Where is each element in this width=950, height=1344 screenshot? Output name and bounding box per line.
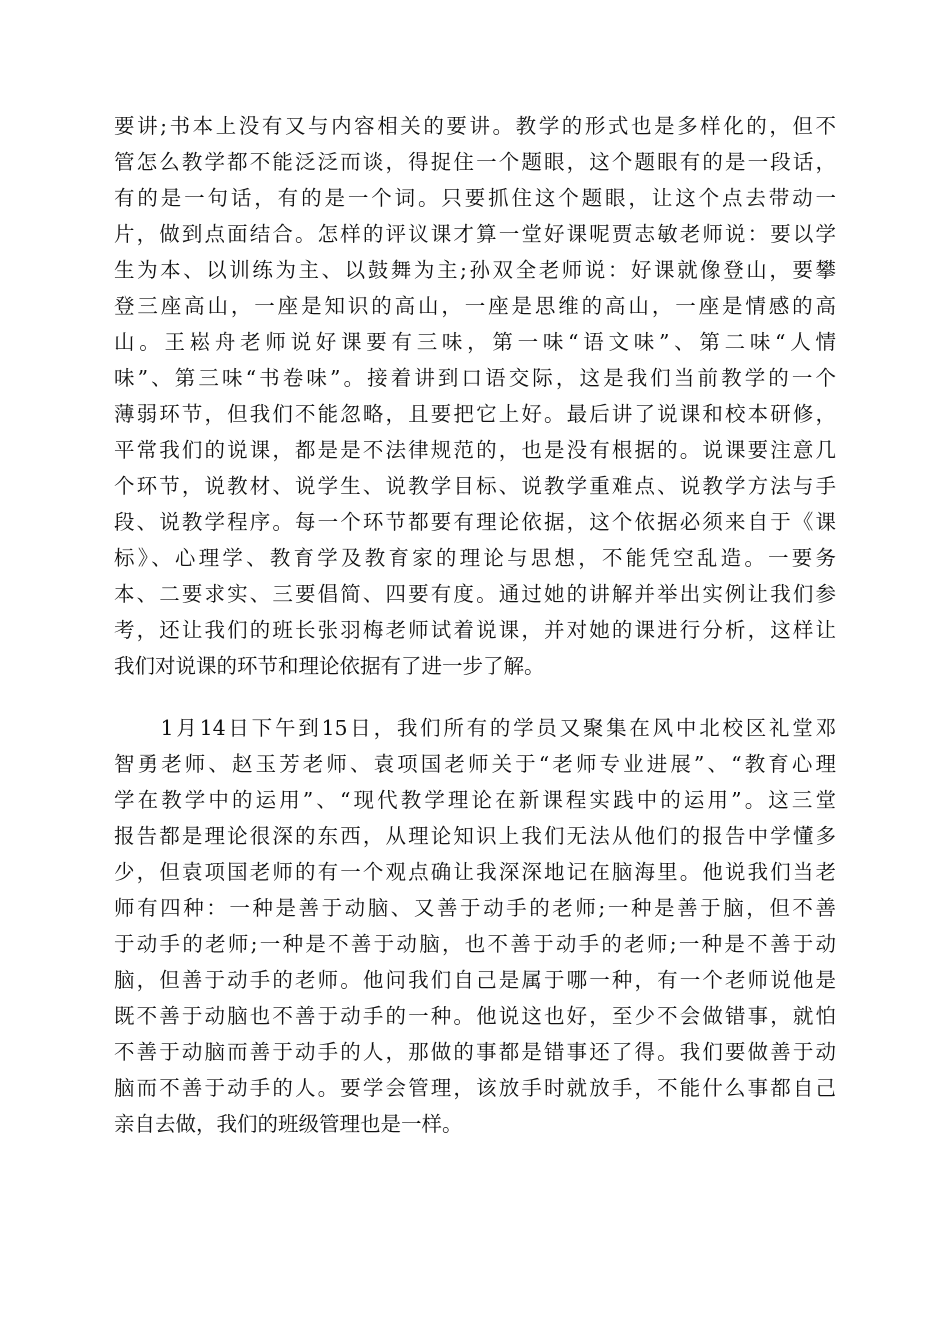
text-line: 师有四种：一种是善于动脑、又善于动手的老师;一种是善于脑，但不善 (114, 896, 836, 920)
text-line: 本、二要求实、三要倡简、四要有度。通过她的讲解并举出实例让我们参 (114, 582, 836, 606)
text-line: 脑，但善于动手的老师。他问我们自己是属于哪一种，有一个老师说他是 (114, 968, 836, 992)
text-line: 生为本、以训练为主、以鼓舞为主;孙双全老师说：好课就像登山，要攀 (114, 258, 836, 282)
text-line: 个环节，说教材、说学生、说教学目标、说教学重难点、说教学方法与手 (114, 474, 836, 498)
text-line: 学在教学中的运用”、“现代教学理论在新课程实践中的运用”。这三堂 (114, 788, 836, 812)
paragraph-spacer (114, 684, 836, 710)
text-line: 于动手的老师;一种是不善于动脑，也不善于动手的老师;一种是不善于动 (114, 932, 836, 956)
document-body (114, 108, 836, 1142)
text-line: 平常我们的说课，都是是不法律规范的，也是没有根据的。说课要注意几 (114, 438, 836, 462)
text-line: 标》、心理学、教育学及教育家的理论与思想，不能凭空乱造。一要务 (114, 546, 836, 570)
text-line: 智勇老师、赵玉芳老师、袁项国老师关于“老师专业进展”、“教育心理 (114, 752, 836, 776)
text-line: 1月14日下午到15日，我们所有的学员又聚集在风中北校区礼堂邓 (114, 716, 836, 740)
text-line: 考，还让我们的班长张羽梅老师试着说课，并对她的课进行分析，这样让 (114, 618, 836, 642)
text-line: 既不善于动脑也不善于动手的一种。他说这也好，至少不会做错事，就怕 (114, 1004, 836, 1028)
text-line: 要讲;书本上没有又与内容相关的要讲。教学的形式也是多样化的，但不 (114, 114, 836, 138)
text-line: 报告都是理论很深的东西，从理论知识上我们无法从他们的报告中学懂多 (114, 824, 836, 848)
text-line: 片，做到点面结合。怎样的评议课才算一堂好课呢贾志敏老师说：要以学 (114, 222, 836, 246)
text-line: 段、说教学程序。每一个环节都要有理论依据，这个依据必须来自于《课 (114, 510, 836, 534)
text-line: 有的是一句话，有的是一个词。只要抓住这个题眼，让这个点去带动一 (114, 186, 836, 210)
text-line: 脑而不善于动手的人。要学会管理，该放手时就放手，不能什么事都自己 (114, 1076, 836, 1100)
text-line: 亲自去做，我们的班级管理也是一样。 (114, 1112, 463, 1136)
text-line: 薄弱环节，但我们不能忽略，且要把它上好。最后讲了说课和校本研修， (114, 402, 836, 426)
paragraph-1 (114, 108, 836, 684)
text-line: 山。王崧舟老师说好课要有三味，第一味“语文味”、第二味“人情 (114, 330, 836, 354)
text-line: 味”、第三味“书卷味”。接着讲到口语交际，这是我们当前教学的一个 (114, 366, 836, 390)
text-line: 不善于动脑而善于动手的人，那做的事都是错事还了得。我们要做善于动 (114, 1040, 836, 1064)
text-line: 我们对说课的环节和理论依据有了进一步了解。 (114, 654, 545, 678)
text-line: 少，但袁项国老师的有一个观点确让我深深地记在脑海里。他说我们当老 (114, 860, 836, 884)
paragraph-2 (114, 710, 836, 1142)
text-line: 登三座高山，一座是知识的高山，一座是思维的高山，一座是情感的高 (114, 294, 836, 318)
text-line: 管怎么教学都不能泛泛而谈，得捉住一个题眼，这个题眼有的是一段话， (114, 150, 836, 174)
